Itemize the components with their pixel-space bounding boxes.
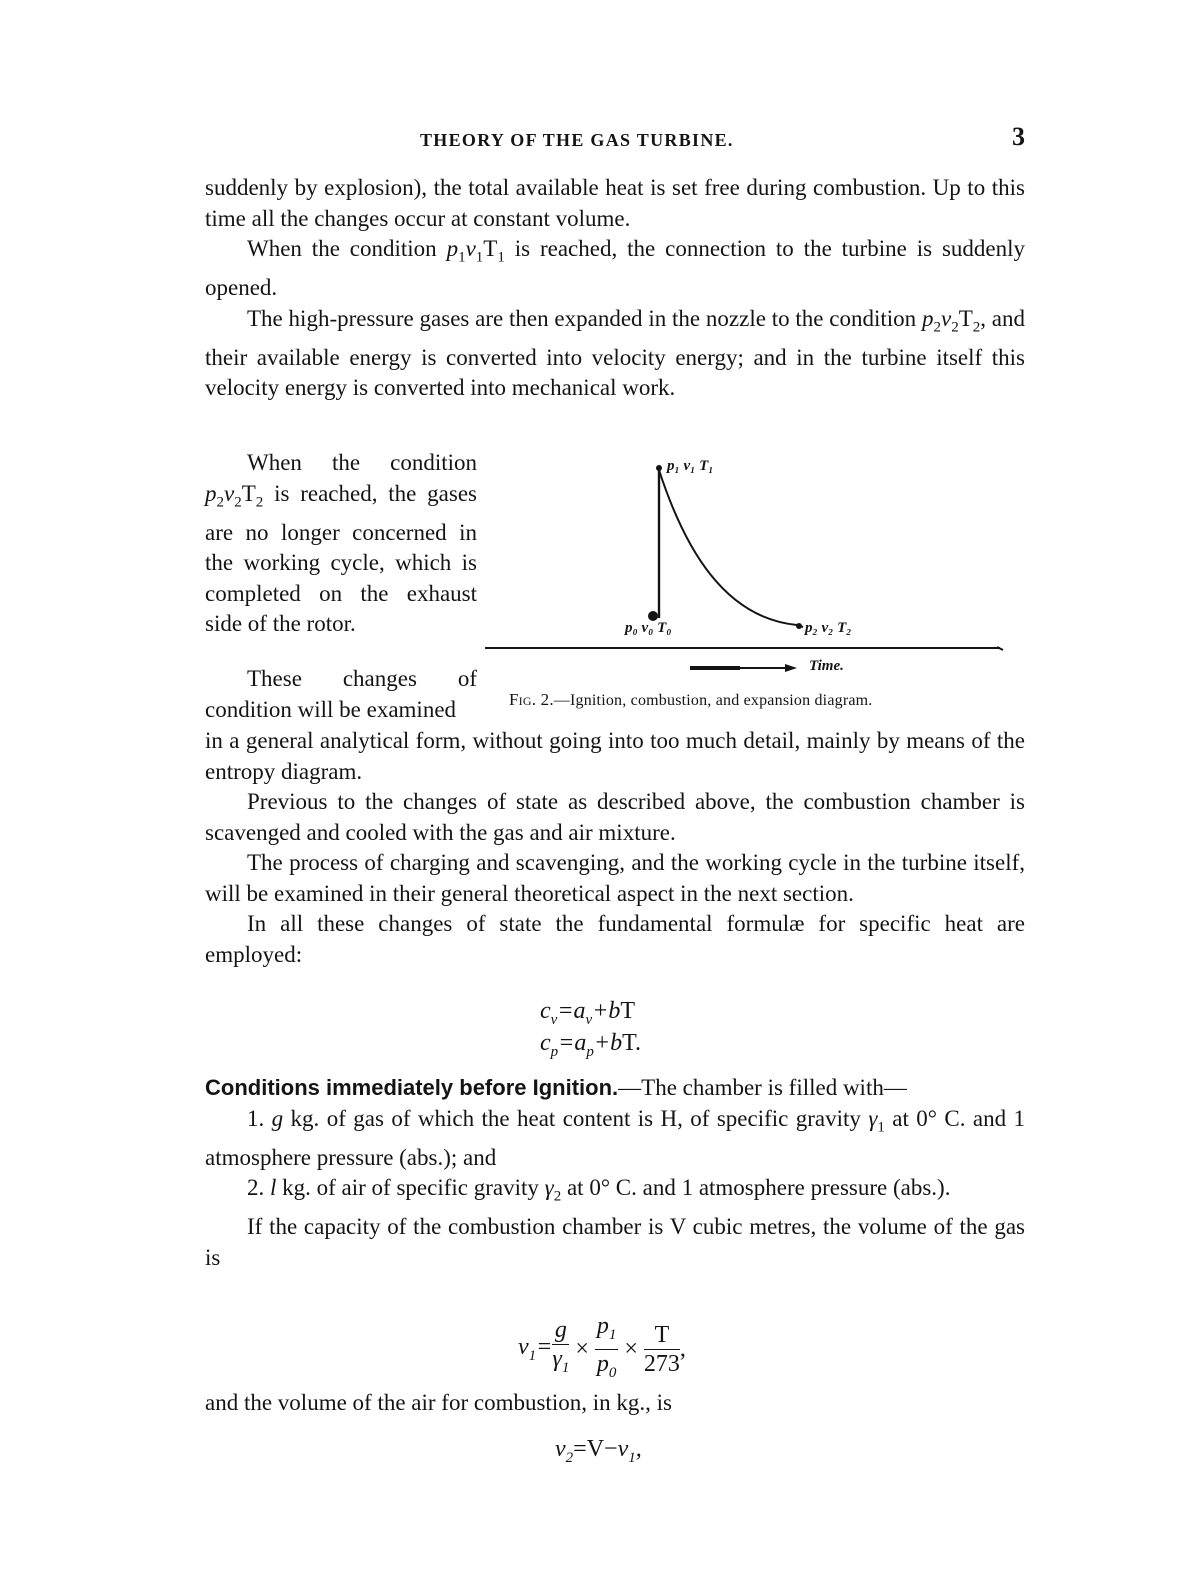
paragraph-10: If the capacity of the combustion chamber is V cubic metres, the volume of the gas is xyxy=(205,1214,1025,1270)
label-p1-v1-t1: p₁ v₁ T₁ xyxy=(667,458,714,474)
paragraph-9: Conditions immediately before Ignition.—The chamber is filled with— xyxy=(205,1075,907,1100)
page-number: 3 xyxy=(1012,122,1025,151)
paragraph-11: and the volume of the air for combustion, in kg., is xyxy=(205,1390,672,1415)
point-p1 xyxy=(656,465,662,471)
page-header xyxy=(205,122,1025,162)
running-head: THEORY OF THE GAS TURBINE. xyxy=(420,130,734,150)
figure-caption: Fig. 2.—Ignition, combustion, and expansion diagram. xyxy=(509,690,873,709)
expansion-curve xyxy=(659,470,797,625)
equation-cp: $c_p=a_p+bT$. xyxy=(540,1030,641,1060)
equation-cv: $c_v=a_v+bT$ xyxy=(540,998,636,1028)
paragraph-1: suddenly by explosion), the total available heat is set free during combustion. Up to this time all the changes occur at constant volume. xyxy=(205,175,1025,231)
paragraph-6: Previous to the changes of state as described above, the combustion chamber is scavenged and cooled with the gas and air mixture. xyxy=(205,789,1025,845)
paragraph-5-start: These changes of condition will be examined xyxy=(205,666,477,722)
label-p0-v0-t0: p₀ v₀ T₀ xyxy=(625,620,672,636)
conditions-block xyxy=(205,1073,1025,1273)
equation-v1: $v_1=$ $\frac{g}{\gamma_1}$ × $\frac{p_1}{p_0}$ × $\frac{T}{273}$ , xyxy=(518,1313,686,1381)
list-item-2: 2. l kg. of air of specific gravity $\gamma_2$ at 0° C. and 1 atmosphere pressure (abs.). xyxy=(247,1175,951,1205)
arrow-head-icon xyxy=(785,664,797,672)
paragraph-3: The high-pressure gases are then expanded in the nozzle to the condition $p_2v_2T_2$, and their available energy is converted into velocity energy; and in the turbine itself this velocity energy is converted into mechanical work. xyxy=(205,305,1026,401)
main-text-block xyxy=(205,726,1025,970)
point-p2 xyxy=(796,623,802,629)
expansion-diagram xyxy=(485,450,1025,690)
paragraph-8: In all these changes of state the fundamental formulæ for specific heat are employed: xyxy=(205,911,1025,967)
label-p2-v2-t2: p₂ v₂ T₂ xyxy=(805,620,852,636)
paragraph-7: The process of charging and scavenging, and the working cycle in the turbine itself, will be examined in their general theoretical aspect in the next section. xyxy=(205,850,1025,906)
section-heading: Conditions immediately before Ignition. xyxy=(205,1075,619,1100)
equation-v2: $v_2=V-v_1$, xyxy=(555,1436,642,1466)
axis-label-time: Time. xyxy=(809,658,844,674)
list-item-1: 1. g kg. of gas of which the heat content is H, of specific gravity $\gamma_1$ at 0° C. and 1 atmosphere pressure (abs.); and xyxy=(205,1105,1026,1170)
paragraph-4: When the condition $p_2v_2T_2$ is reached, the gases are no longer concerned in the working cycle, which is completed on the exhaust side of the rotor. xyxy=(205,450,477,637)
paragraph-5-rest: in a general analytical form, without going into too much detail, mainly by means of the entropy diagram. xyxy=(205,728,1025,784)
top-text-block xyxy=(205,173,1025,404)
closing-block xyxy=(205,1388,1025,1419)
paragraph-2: When the condition $p_1v_1T_1$ is reached, the connection to the turbine is suddenly opened. xyxy=(205,236,1025,301)
figure-2 xyxy=(485,450,1025,730)
